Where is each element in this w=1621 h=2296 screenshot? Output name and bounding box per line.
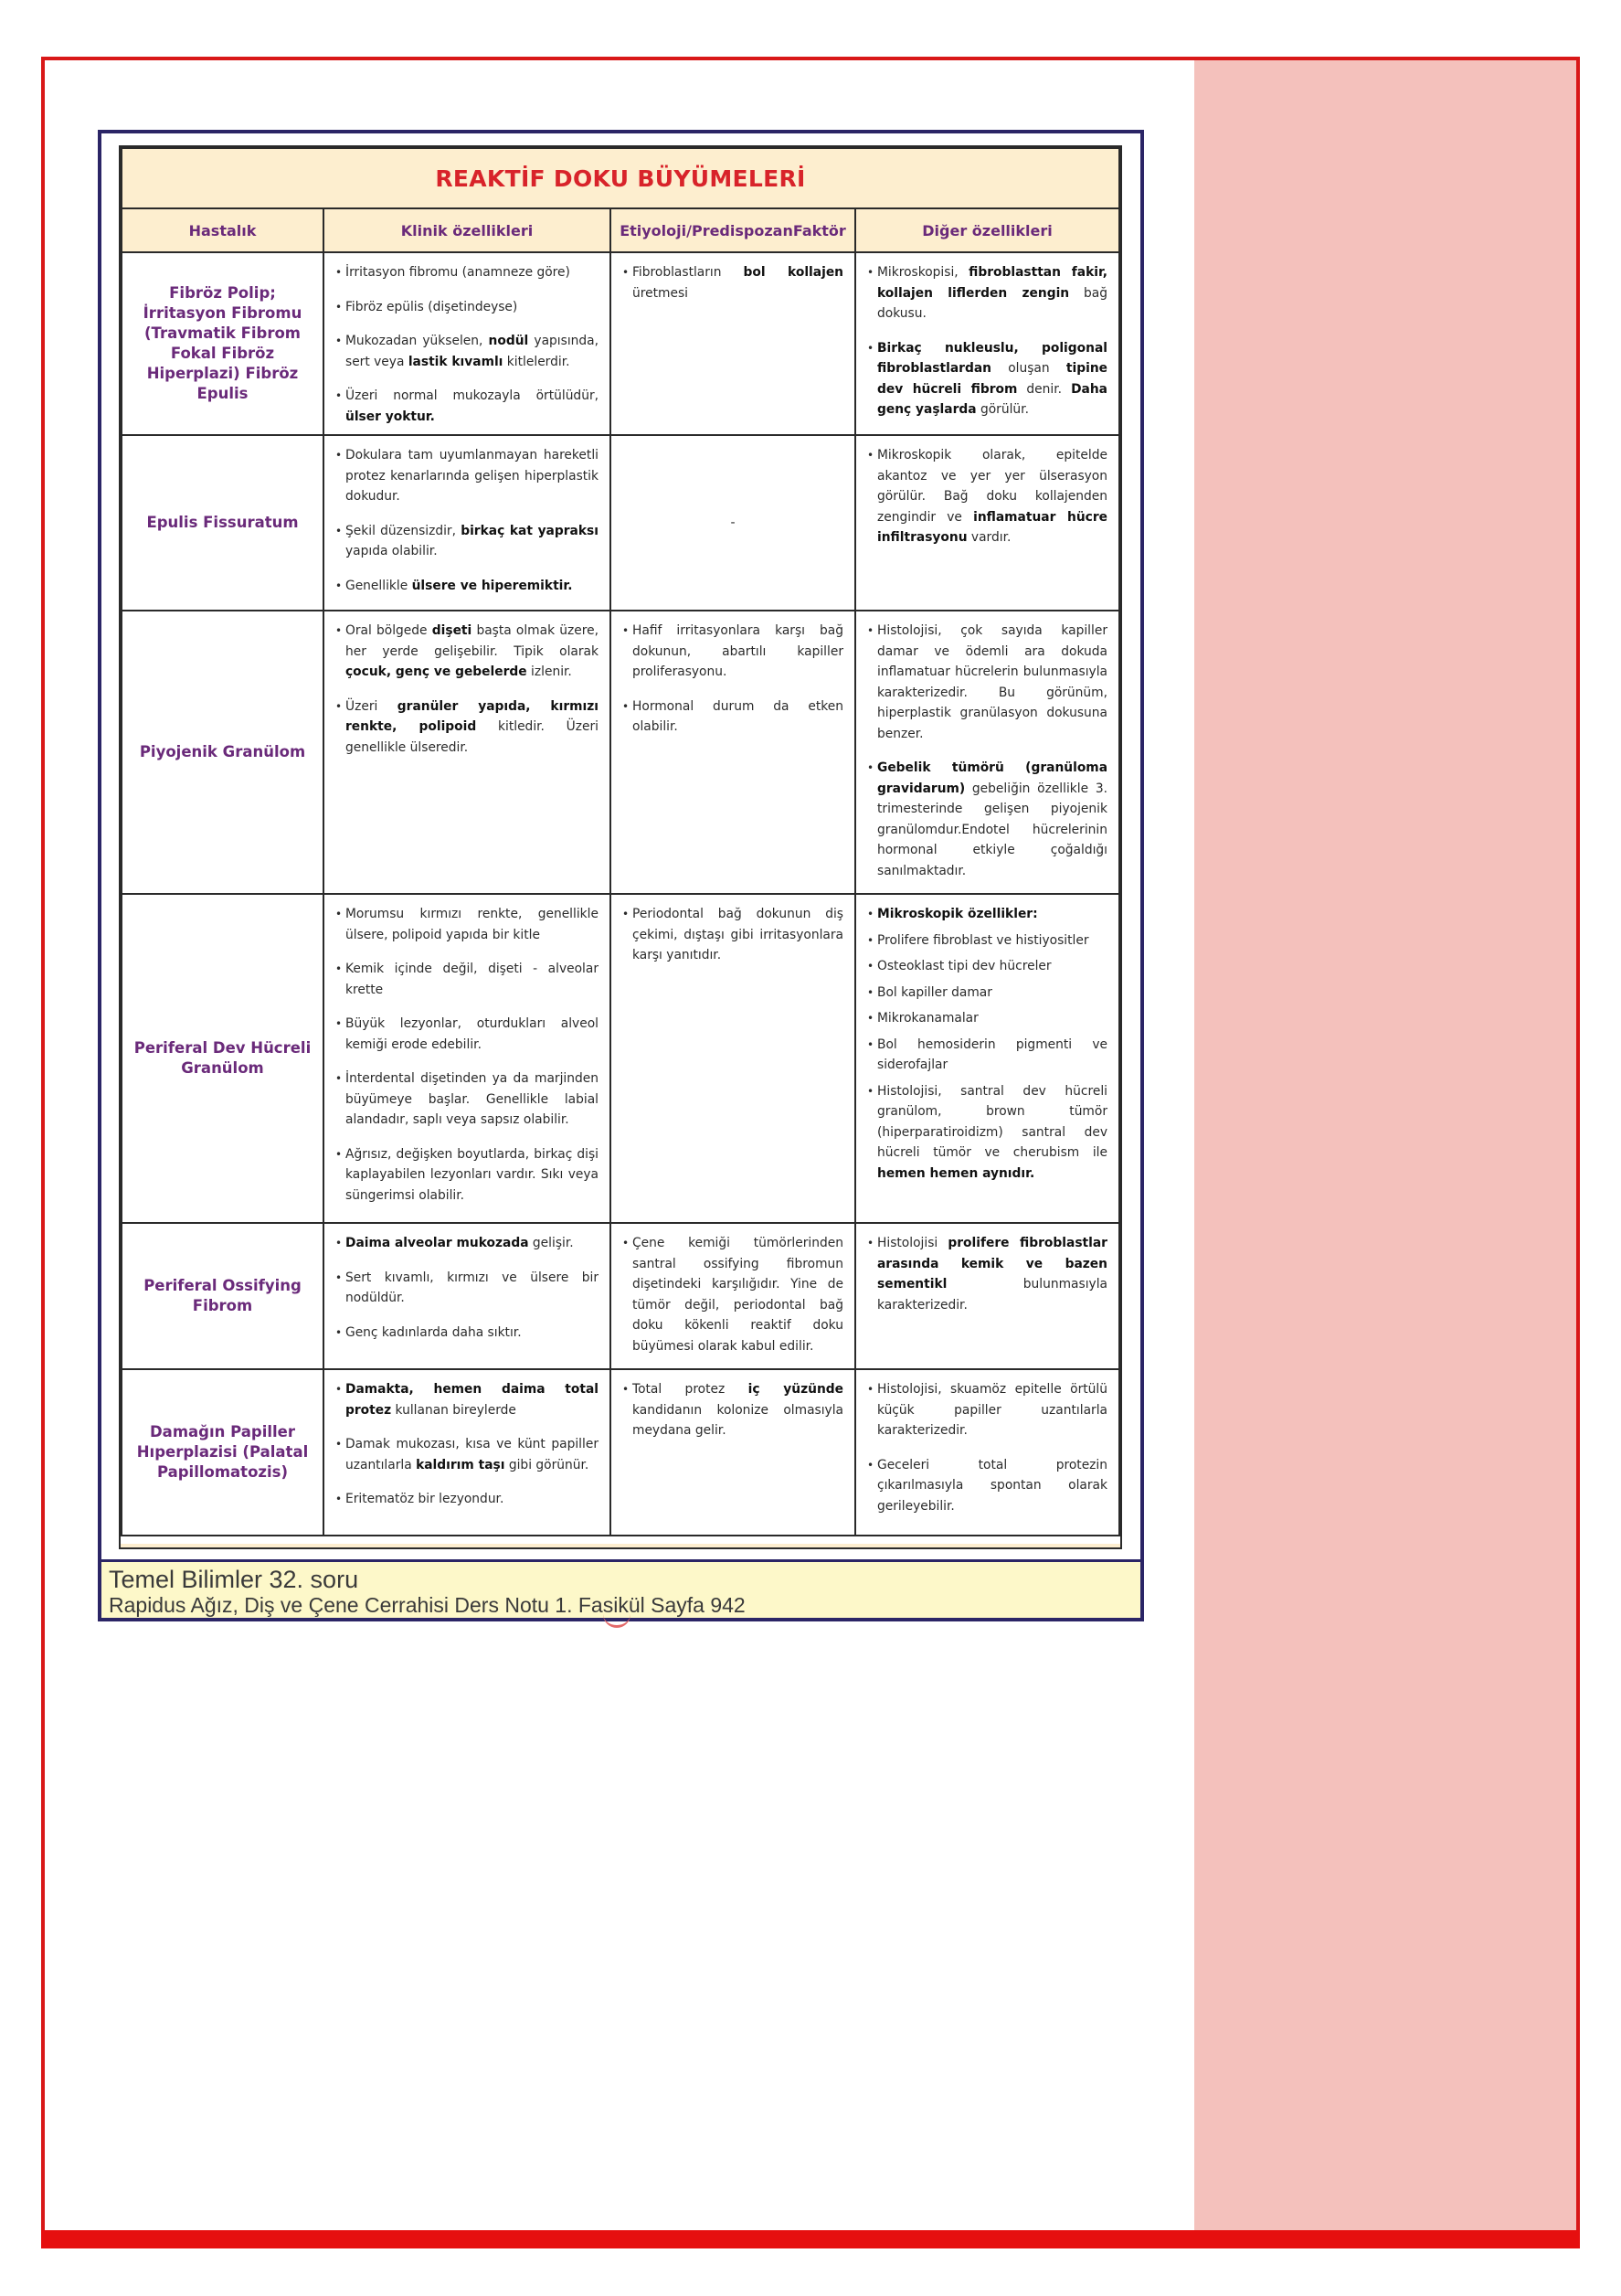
list-item: [867, 445, 1107, 548]
text-segment: Histolojisi, skuamöz epitelle örtülü küçük papiller uzantılarla karakterizedir.: [877, 1382, 1107, 1438]
text-segment: Damak mukozası, kısa ve künt papiller uzantılarla: [345, 1437, 599, 1472]
text-segment: kullanan bireylerde: [391, 1402, 516, 1418]
etiology-cell-list: [622, 1233, 843, 1356]
bold-text: nodül: [488, 334, 529, 348]
list-item: [335, 1068, 599, 1131]
list-item: [867, 1008, 1107, 1029]
disease-name: Damağın Papiller Hıperplazisi (Palatal Papillomatozis): [122, 1369, 323, 1536]
reactive-tissue-table-wrap: [119, 145, 1122, 1547]
other-features-cell: [855, 894, 1119, 1223]
list-item: [335, 1014, 599, 1055]
text-segment: Bol hemosiderin pigmenti ve siderofajlar: [877, 1036, 1107, 1072]
text-segment: oluşan: [991, 361, 1066, 376]
list-item: [867, 983, 1107, 1004]
text-segment: bulunmasıyla karakterizedir.: [877, 1277, 1107, 1313]
bottom-bar: [41, 2230, 1580, 2248]
list-item: [335, 696, 599, 759]
list-item: [335, 1323, 599, 1344]
bold-text: Damakta, hemen daima total protez: [345, 1382, 599, 1418]
bold-text: hemen hemen aynıdır.: [877, 1165, 1035, 1181]
list-item: [335, 959, 599, 1000]
text-segment: yapısında, sert veya: [345, 334, 599, 369]
text-segment: Üzeri: [345, 698, 397, 714]
list-item: [867, 1081, 1107, 1185]
disease-name: Piyojenik Granülom: [122, 611, 323, 894]
text-segment: Sert kıvamlı, kırmızı ve ülsere bir nodüldür.: [345, 1270, 599, 1305]
text-segment: Mikroskopisi,: [877, 265, 969, 280]
table-row: [122, 1369, 1119, 1536]
text-segment: izlenir.: [526, 664, 572, 679]
list-item: [622, 696, 843, 738]
table-row: [122, 1223, 1119, 1369]
text-segment: İrritasyon fibromu (anamneze göre): [345, 265, 570, 280]
text-segment: Histolojisi, santral dev hücreli granülom, brown tümör (hiperparatiroidizm) santral dev hücreli tümör ve cherubism ile: [877, 1083, 1107, 1160]
column-header-other: Diğer özellikleri: [855, 208, 1119, 252]
etiology-cell: [610, 611, 855, 894]
table-body: [122, 252, 1119, 1536]
etiology-cell: [610, 1223, 855, 1369]
table-row: [122, 611, 1119, 894]
column-header-clinical: Klinik özellikleri: [323, 208, 610, 252]
list-item: [622, 262, 843, 303]
text-segment: Morumsu kırmızı renkte, genellikle ülsere, polipoid yapıda bir kitle: [345, 907, 599, 942]
list-item: [622, 1233, 843, 1356]
other-features-cell-list: [867, 262, 1107, 420]
etiology-cell-list: [622, 262, 843, 303]
other-features-cell: [855, 611, 1119, 894]
list-item: [335, 262, 599, 283]
text-segment: Şekil düzensizdir,: [345, 523, 461, 538]
etiology-cell: [610, 1369, 855, 1536]
clinical-features-cell-list: [335, 1379, 599, 1510]
bold-text: inflamatuar hücre infiltrasyonu: [877, 509, 1107, 545]
text-segment: gelişir.: [528, 1236, 574, 1250]
clinical-features-cell: [323, 894, 610, 1223]
text-segment: Genç kadınlarda daha sıktır.: [345, 1324, 522, 1340]
text-segment: Hafif irritasyonlara karşı bağ dokunun, abartılı kapiller proliferasyonu.: [632, 623, 843, 679]
list-item: [335, 1268, 599, 1309]
list-item: [867, 1455, 1107, 1517]
text-segment: İnterdental dişetinden ya da marjinden büyümeye başlar. Genellikle labial alandadır, saplı veya sapsız olabilir.: [345, 1071, 599, 1127]
bold-text: ülser yoktur.: [345, 409, 435, 424]
text-segment: Histolojisi: [877, 1236, 948, 1250]
text-segment: Mukozadan yükselen,: [345, 334, 489, 348]
text-segment: Histolojisi, çok sayıda kapiller damar ve ödemli ara dokuda inflamatuar hücrelerin bulunmasıyla karakterizedir. Bu görünüm, hiperplastik granülasyon dokusuna benzer.: [877, 623, 1107, 741]
clinical-features-cell-list: [335, 621, 599, 758]
list-item: [622, 621, 843, 683]
bold-text: lastik kıvamlı: [408, 354, 503, 369]
text-segment: Mikroskopik olarak, epitelde akantoz ve yer yer ülserasyon görülür. Bağ doku kollajenden zengindir ve: [877, 448, 1107, 525]
disease-name: Periferal Ossifying Fibrom: [122, 1223, 323, 1369]
text-segment: yapıda olabilir.: [345, 544, 438, 558]
text-segment: Mikrokanamalar: [877, 1011, 979, 1026]
text-segment: Geceleri total protezin çıkarılmasıyla spontan olarak gerileyebilir.: [877, 1457, 1107, 1514]
text-segment: Fibroblastların: [632, 265, 744, 280]
list-item: [335, 297, 599, 318]
list-item: [867, 758, 1107, 881]
text-segment: Osteoklast tipi dev hücreler: [877, 959, 1052, 973]
text-segment: gebeliğin özellikle 3. trimesterinde gelişen piyojenik granülomdur.Endotel hücrelerinin hormonal etkiyle çoğaldığı sanılmaktadır.: [877, 781, 1107, 878]
clinical-features-cell: [323, 611, 610, 894]
text-segment: Üzeri normal mukozayla örtülüdür,: [345, 388, 599, 403]
list-item: [335, 1489, 599, 1510]
text-segment: Çene kemiği tümörlerinden santral ossifying fibromun dişetindeki karşılığıdır. Yine de tümör değil, periodontal bağ doku kökenli reaktif doku büyümesi olarak kabul edilir.: [632, 1236, 843, 1354]
other-features-cell: [855, 1223, 1119, 1369]
list-item: [867, 262, 1107, 324]
other-features-cell: [855, 435, 1119, 611]
bold-text: çocuk, genç ve gebelerde: [345, 664, 527, 679]
list-item: [335, 1379, 599, 1420]
bold-text: bol kollajen: [743, 265, 843, 280]
list-item: [867, 1379, 1107, 1441]
other-features-cell-list: [867, 904, 1107, 1184]
other-features-cell-list: [867, 1233, 1107, 1315]
bold-text: fibroblasttan fakir, kollajen liflerden zengin: [877, 265, 1107, 301]
clinical-features-cell-list: [335, 445, 599, 596]
list-item: [335, 521, 599, 562]
footnote-source: Rapidus Ağız, Diş ve Çene Cerrahisi Ders Notu 1. Fasikül Sayfa 942: [109, 1593, 746, 1617]
list-item: [622, 1379, 843, 1441]
text-segment: kitlelerdir.: [503, 354, 570, 369]
clinical-features-cell-list: [335, 262, 599, 427]
other-features-cell-list: [867, 621, 1107, 881]
side-panel: [1194, 60, 1576, 2239]
text-segment: gibi görünür.: [504, 1457, 589, 1472]
list-item: [867, 621, 1107, 744]
etiology-cell-list: [622, 621, 843, 738]
disease-name: Epulis Fissuratum: [122, 435, 323, 611]
list-item: [335, 904, 599, 945]
bold-text: Daima alveolar mukozada: [345, 1236, 529, 1250]
bold-text: Mikroskopik özellikler:: [877, 907, 1038, 921]
clinical-features-cell: [323, 1369, 610, 1536]
text-segment: Dokulara tam uyumlanmayan hareketli protez kenarlarında gelişen hiperplastik dokudur.: [345, 448, 599, 504]
footnote: [101, 1559, 1140, 1618]
bold-text: tipine dev hücreli fibrom: [877, 361, 1107, 397]
list-item: [867, 1035, 1107, 1076]
table-bottom-strip: [119, 1544, 1122, 1549]
text-segment: Kemik içinde değil, dişeti - alveolar krette: [345, 962, 599, 997]
etiology-cell-list: [622, 904, 843, 966]
other-features-cell-list: [867, 445, 1107, 548]
clinical-features-cell: [323, 252, 610, 435]
bold-text: granüler yapıda, kırmızı renkte, polipoid: [345, 698, 599, 734]
footnote-question: Temel Bilimler 32. soru: [109, 1566, 359, 1593]
list-item: [622, 904, 843, 966]
text-segment: vardır.: [967, 530, 1012, 545]
list-item: [335, 576, 599, 597]
list-item: [335, 1144, 599, 1206]
text-segment: Ağrısız, değişken boyutlarda, birkaç dişi kaplayabilen lezyonları vardır. Sıkı veya süngerimsi olabilir.: [345, 1146, 599, 1203]
clinical-features-cell-list: [335, 1233, 599, 1343]
clinical-features-cell: [323, 1223, 610, 1369]
bold-text: Gebelik tümörü (granüloma gravidarum): [877, 760, 1107, 796]
list-item: [867, 956, 1107, 977]
list-item: [335, 386, 599, 427]
bold-text: prolifere fibroblastlar arasında kemik ve bazen sementikl: [877, 1236, 1107, 1292]
text-segment: bağ dokusu.: [877, 285, 1108, 321]
bold-text: Birkaç nukleuslu, poligonal fibroblastlardan: [877, 340, 1107, 376]
etiology-cell: [610, 894, 855, 1223]
table-title: REAKTİF DOKU BÜYÜMELERİ: [122, 148, 1119, 208]
list-item: [867, 338, 1107, 420]
bold-text: dişeti: [431, 623, 472, 638]
bold-text: kaldırım taşı: [416, 1457, 505, 1472]
etiology-cell: [610, 252, 855, 435]
table-row: [122, 894, 1119, 1223]
text-segment: Genellikle: [345, 578, 412, 593]
text-segment: üretmesi: [632, 285, 688, 301]
text-segment: Hormonal durum da etken olabilir.: [632, 698, 843, 734]
clinical-features-cell-list: [335, 904, 599, 1206]
bold-text: ülsere ve hiperemiktir.: [411, 578, 573, 593]
column-header-etiology: Etiyoloji/PredispozanFaktör: [610, 208, 855, 252]
list-item: [335, 331, 599, 372]
clinical-features-cell: [323, 435, 610, 611]
other-features-cell: [855, 1369, 1119, 1536]
text-segment: kandidanın kolonize olmasıyla meydana gelir.: [632, 1402, 843, 1438]
list-item: [867, 904, 1107, 925]
disease-name: Fibröz Polip; İrritasyon Fibromu (Travmatik Fibrom Fokal Fibröz Hiperplazi) Fibröz Epulis: [122, 252, 323, 435]
column-header-disease: Hastalık: [122, 208, 323, 252]
list-item: [867, 1233, 1107, 1315]
bold-text: birkaç kat yapraksı: [461, 523, 599, 538]
list-item: [335, 445, 599, 507]
reactive-tissue-table: [121, 147, 1120, 1536]
other-features-cell: [855, 252, 1119, 435]
list-item: [867, 930, 1107, 951]
text-segment: Total protez: [632, 1382, 748, 1397]
etiology-cell-empty: -: [610, 435, 855, 611]
etiology-cell-list: [622, 1379, 843, 1441]
text-segment: Büyük lezyonlar, oturdukları alveol kemiği erode edebilir.: [345, 1016, 599, 1052]
text-segment: Fibröz epülis (dişetindeyse): [345, 299, 518, 314]
other-features-cell-list: [867, 1379, 1107, 1516]
list-item: [335, 1434, 599, 1475]
table-row: [122, 435, 1119, 611]
table-row: [122, 252, 1119, 435]
text-segment: Prolifere fibroblast ve histiyositler: [877, 932, 1089, 948]
text-segment: görülür.: [976, 402, 1029, 417]
bold-text: Daha genç yaşlarda: [877, 381, 1107, 417]
text-segment: Bol kapiller damar: [877, 984, 992, 1000]
text-segment: kitledir. Üzeri genellikle ülseredir.: [345, 719, 599, 755]
list-item: [335, 1233, 599, 1254]
list-item: [335, 621, 599, 683]
text-segment: Oral bölgede: [345, 623, 432, 638]
text-segment: başta olmak üzere, her yerde gelişebilir. Tipik olarak: [345, 623, 599, 659]
text-segment: Eritematöz bir lezyondur.: [345, 1492, 504, 1506]
text-segment: denir.: [1017, 381, 1072, 397]
text-segment: Periodontal bağ dokunun diş çekimi, dıştaşı gibi irritasyonlara karşı yanıtıdır.: [632, 907, 843, 962]
disease-name: Periferal Dev Hücreli Granülom: [122, 894, 323, 1223]
bold-text: iç yüzünde: [747, 1382, 843, 1397]
